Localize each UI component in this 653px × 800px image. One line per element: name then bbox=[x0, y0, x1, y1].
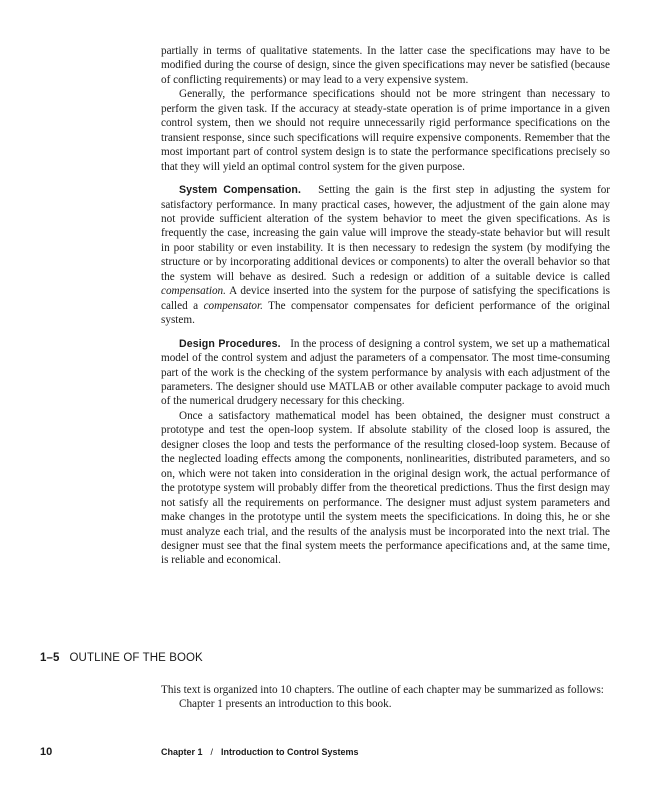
term-compensation: compensation. bbox=[161, 285, 226, 298]
section-number: 1–5 bbox=[40, 652, 60, 664]
paragraph-system-compensation bbox=[161, 183, 610, 328]
footer-separator: / bbox=[210, 747, 214, 757]
paragraph-outline-intro: This text is organized into 10 chapters. The outline of each chapter may be summarized as follows: bbox=[161, 684, 604, 696]
text-compensation-a: Setting the gain is the first step in adjusting the system for satisfactory performance. In many practical cases, however, the adjustment of the gain alone may not provide sufficient alteration of the system behavior to meet the given specifications. As is frequently the case, increasing the gain value will improve the steady-state behavior but will result in poor stability or even instability. It is then necessary to redesign the system (by modifying the structure or by incorporating additional devices or components) to alter the overall behavior so that the system will behave as desired. Such a redesign or addition of a suitable device is called bbox=[161, 184, 611, 283]
footer-chapter-title: Introduction to Control Systems bbox=[221, 747, 359, 757]
text-design-procedures: In the process of designing a control system, we set up a mathematical model of the control system and adjust the parameters of a compensator. The most time-consuming part of the work is the checking of the system performance by analysis with each adjustment of the parameters. The designer should use MATLAB or other available computer package to avoid much of the numerical drudgery necessary for this checking. bbox=[161, 337, 610, 408]
body-text-upper bbox=[161, 44, 610, 568]
section-heading bbox=[40, 652, 203, 664]
paragraph-performance-specs: Generally, the performance specifications should not be more stringent than necessary to perform the given task. If the accuracy at steady-state operation is of prime importance in a given control system, then we should not require unnecessarily rigid performance specifications on the transient response, since such specifications will require expensive components. Remember that the most important part of control system design is to state the performance specifications precisely so that they will yield an optimal control system for the given purpose. bbox=[161, 88, 610, 173]
text-compensation-b: A device inserted into the system for the purpose of satisfying the specifications is called a bbox=[161, 285, 610, 312]
footer-chapter: Chapter 1 bbox=[161, 747, 203, 757]
running-footer bbox=[161, 747, 359, 757]
paragraph-design-procedures bbox=[161, 337, 610, 409]
term-compensator: compensator. bbox=[203, 299, 263, 312]
paragraph-prototype: Once a satisfactory mathematical model has been obtained, the designer must construct a prototype and test the open-loop system. If absolute stability of the closed loop is assured, the designer closes the loop and tests the performance of the resulting closed-loop system. Because of the neglected loading effects among the components, nonlinearities, distributed parameters, and so on, which were not taken into consideration in the original design work, the actual performance of the prototype system will probably differ from the theoretical predictions. Thus the first design may not satisfy all the requirements on performance. The designer must adjust system parameters and make changes in the prototype until the system meets the specificications. In doing this, he or she must analyze each trial, and the results of the analysis must be incorporated into the next trial. The designer must see that the final system meets the performance apecifications and, at the same time, is reliable and economical. bbox=[161, 409, 610, 567]
text-compensation-c: The compensator compensates for deficient performance of the original system. bbox=[161, 299, 610, 327]
paragraph-chapter-one: Chapter 1 presents an introduction to this book. bbox=[179, 698, 392, 711]
page-number: 10 bbox=[40, 746, 53, 758]
run-in-heading-design-procedures: Design Procedures. bbox=[179, 337, 281, 350]
section-title: OUTLINE OF THE BOOK bbox=[69, 652, 203, 664]
run-in-heading-system-compensation: System Compensation. bbox=[179, 184, 302, 197]
paragraph-continuation: partially in terms of qualitative statements. In the latter case the specifications may have to be modified during the course of design, since the given specifications may never be satisfied (because of conflicting requirements) or may lead to a very expensive system. bbox=[161, 45, 610, 86]
body-text-lower bbox=[161, 683, 610, 712]
